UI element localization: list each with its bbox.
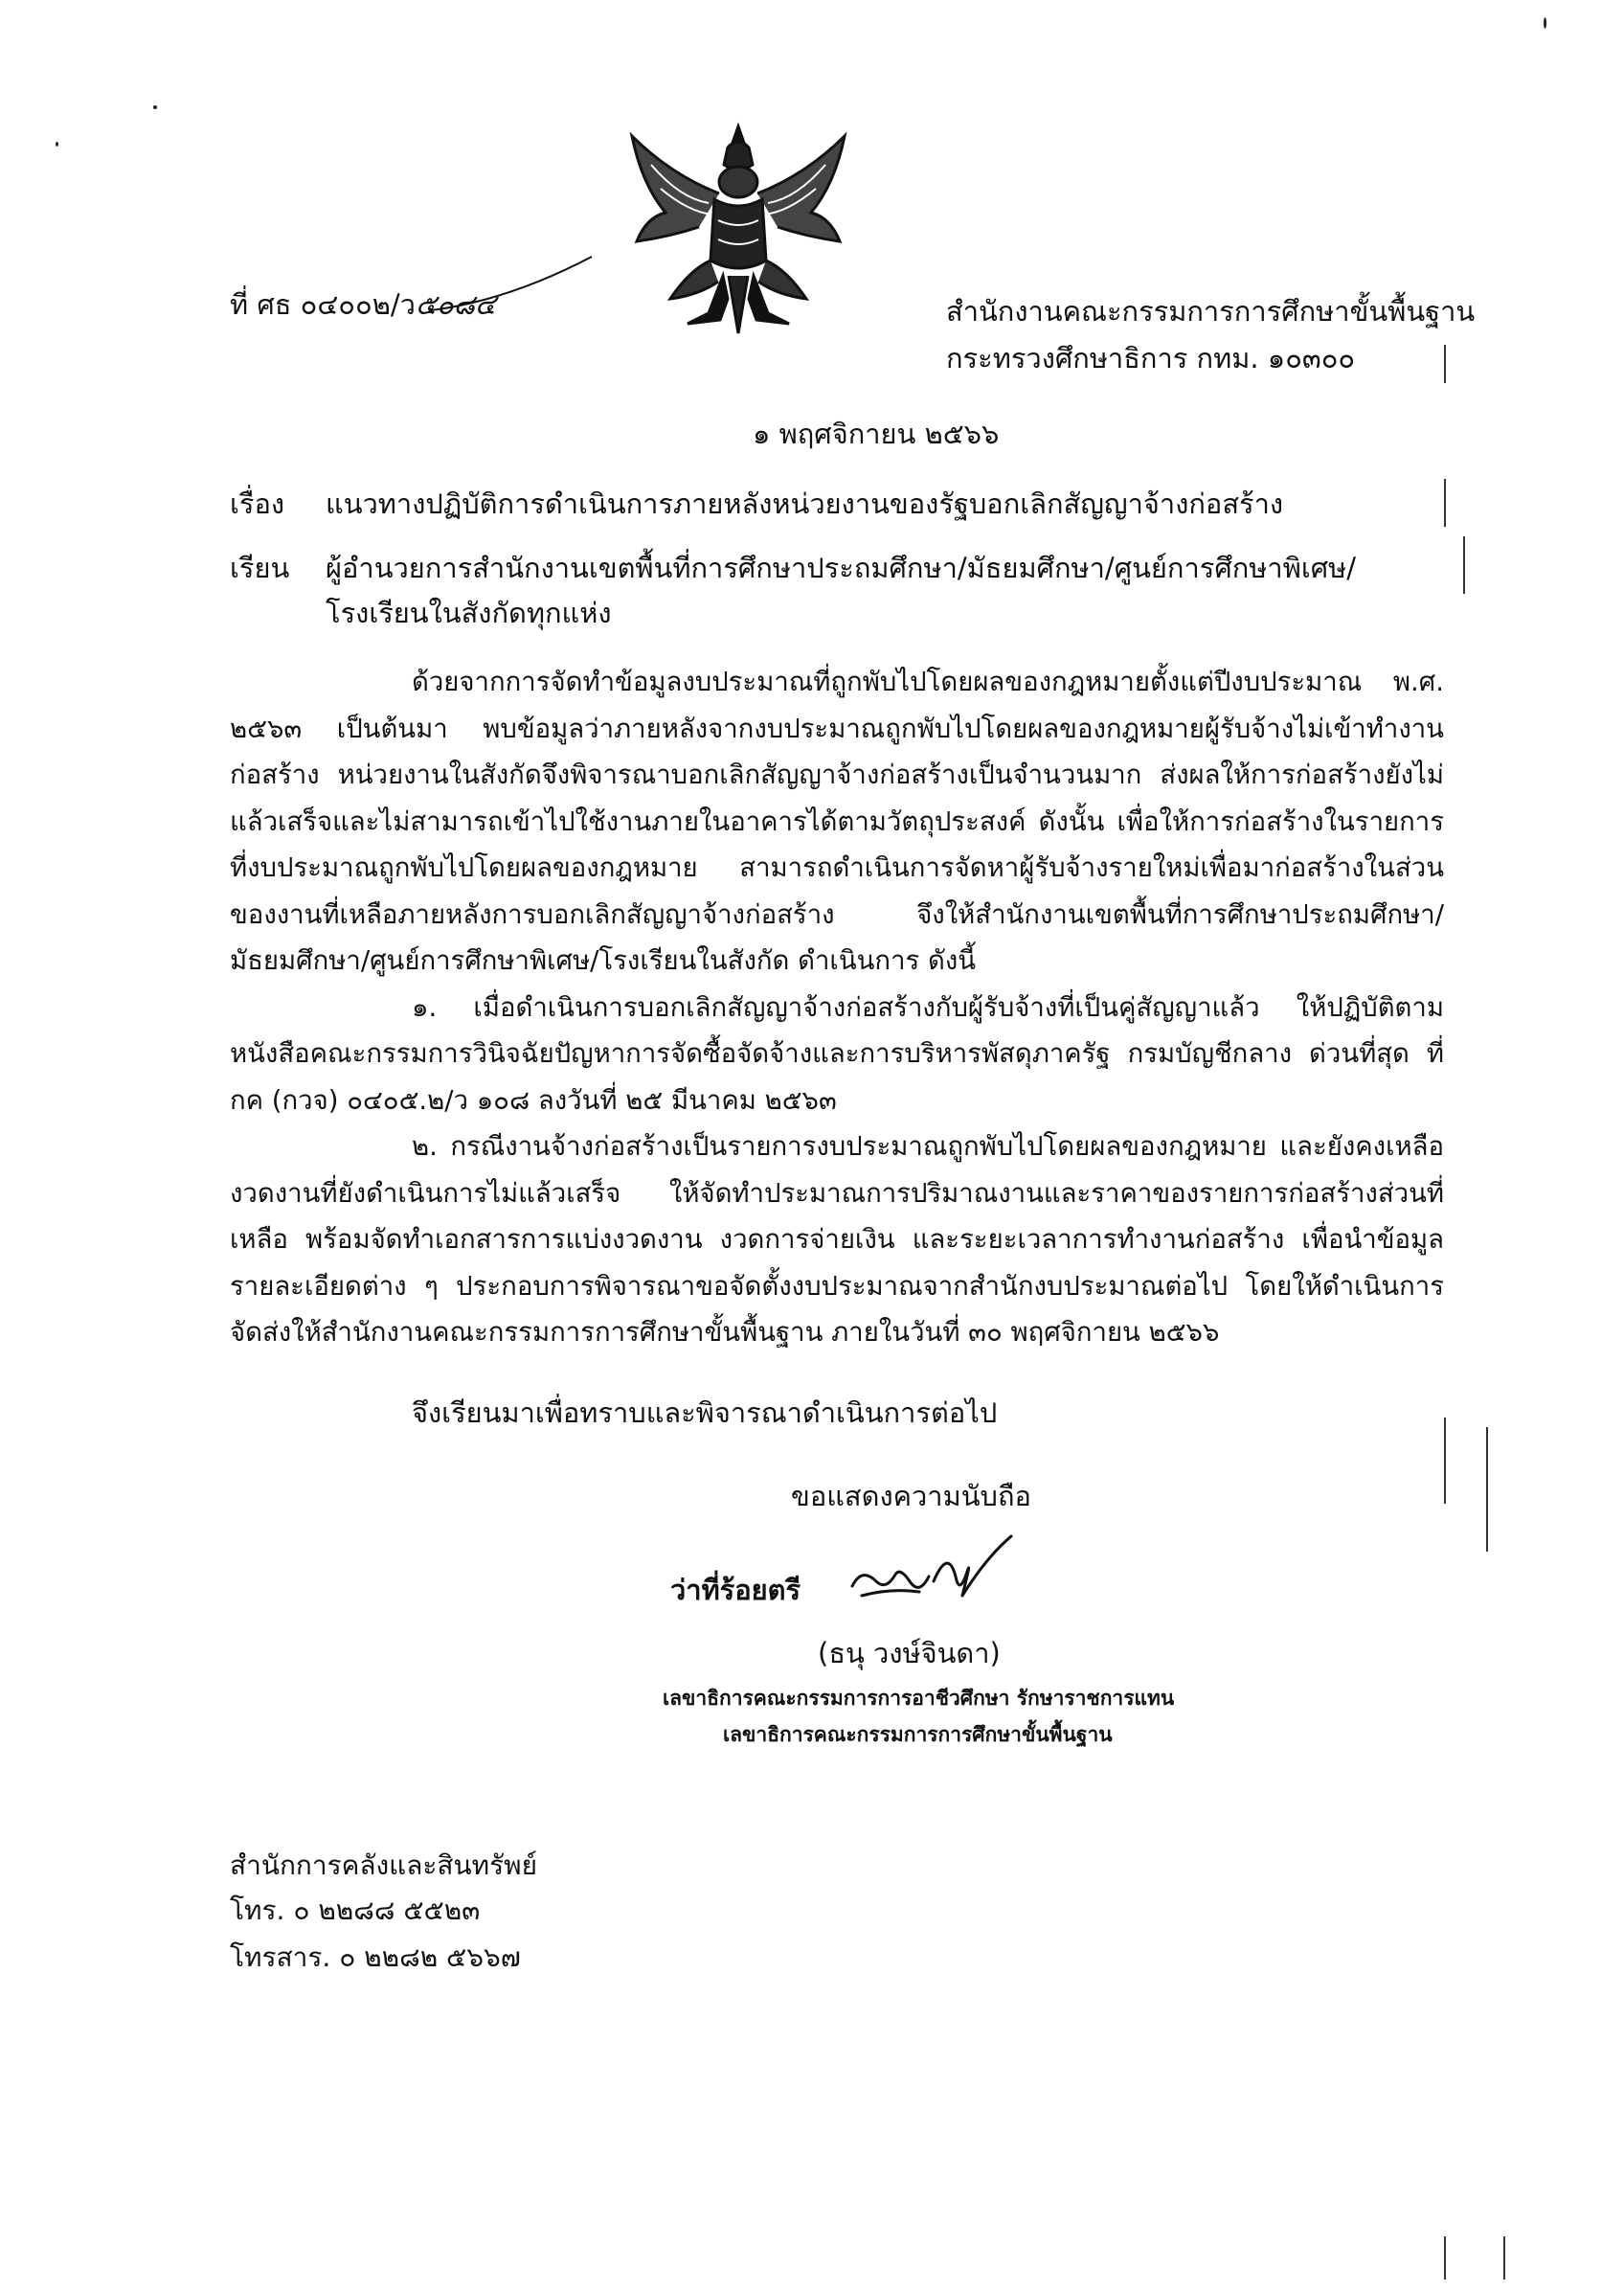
- signer-name: (ธนุ วงษ์จินดา): [818, 1637, 1001, 1669]
- footer-fax: โทรสาร. ๐ ๒๒๘๒ ๕๖๖๗: [230, 1941, 521, 1973]
- body-paragraph-item-1: ๑. เมื่อดำเนินการบอกเลิกสัญญาจ้างก่อสร้างกับผู้รับจ้างที่เป็นคู่สัญญาแล้ว ให้ปฏิบัติตามหนังสือคณะกรรมการวินิจฉัยปัญหาการจัดซื้อจัดจ้างและการบริหารพัสดุภาครัฐ กรมบัญชีกลาง ด่วนที่สุด ที่ กค (กวจ) ๐๔๐๕.๒/ว ๑๐๘ ลงวันที่ ๒๕ มีนาคม ๒๕๖๓: [230, 991, 1444, 1116]
- scan-artifact: [1444, 479, 1446, 527]
- signer-title-2: เลขาธิการคณะกรรมการการศึกษาขั้นพื้นฐาน: [723, 1723, 1113, 1746]
- scan-artifact: [1486, 1427, 1488, 1552]
- reference-number: ที่ ศธ ๐๔๐๐๒/ว๕๐๘๔: [230, 288, 496, 321]
- footer-office: สำนักการคลังและสินทรัพย์: [230, 1849, 538, 1881]
- body-paragraph-intro: ด้วยจากการจัดทำข้อมูลงบประมาณที่ถูกพับไปโดยผลของกฎหมายตั้งแต่ปีงบประมาณ พ.ศ. ๒๕๖๓ เป็นต้นมา พบข้อมูลว่าภายหลังจากงบประมาณถูกพับไปโดยผลของกฎหมายผู้รับจ้างไม่เข้าทำงานก่อสร้าง หน่วยงานในสังกัดจึงพิจารณาบอกเลิกสัญญาจ้างก่อสร้างเป็นจำนวนมาก ส่งผลให้การก่อสร้างยังไม่แล้วเสร็จและไม่สามารถเข้าไปใช้งานภายในอาคารได้ตามวัตถุประสงค์ ดังนั้น เพื่อให้การก่อสร้างในรายการที่งบประมาณถูกพับไปโดยผลของกฎหมาย สามารถดำเนินการจัดหาผู้รับจ้างรายใหม่เพื่อมาก่อสร้างในส่วนของงานที่เหลือภายหลังการบอกเลิกสัญญาจ้างก่อสร้าง จึงให้สำนักงานเขตพื้นที่การศึกษาประถมศึกษา/มัธยมศึกษา/ศูนย์การศึกษาพิเศษ/โรงเรียนในสังกัด ดำเนินการ ดังนี้: [230, 667, 1444, 976]
- scan-artifact: [1503, 2236, 1505, 2280]
- scan-artifact: [56, 142, 58, 147]
- recipient-label: เรียน: [230, 552, 290, 584]
- scan-artifact: [1463, 536, 1465, 594]
- scan-artifact: [153, 105, 157, 109]
- scan-artifact: [1544, 17, 1546, 29]
- recipient-line-2: โรงเรียนในสังกัดทุกแห่ง: [326, 597, 612, 629]
- complimentary-close: ขอแสดงความนับถือ: [791, 1480, 1031, 1512]
- scan-artifact: [1444, 1418, 1446, 1504]
- letter-date: ๑ พฤศจิกายน ๒๕๖๖: [753, 418, 1000, 450]
- agency-address: กระทรวงศึกษาธิการ กทม. ๑๐๓๐๐: [946, 342, 1356, 374]
- garuda-emblem-icon: [613, 107, 864, 347]
- recipient-line-1: ผู้อำนวยการสำนักงานเขตพื้นที่การศึกษาประถมศึกษา/มัธยมศึกษา/ศูนย์การศึกษาพิเศษ/: [326, 552, 1357, 584]
- signature-icon: [843, 1529, 1015, 1615]
- letter-body: [230, 659, 1444, 1356]
- handwritten-ref-number: ๕๐๘๔: [415, 288, 496, 321]
- body-paragraph-item-2: ๒. กรณีงานจ้างก่อสร้างเป็นรายการงบประมาณถูกพับไปโดยผลของกฎหมาย และยังคงเหลืองวดงานที่ยังดำเนินการไม่แล้วเสร็จ ให้จัดทำประมาณการปริมาณงานและราคาของรายการก่อสร้างส่วนที่เหลือ พร้อมจัดทำเอกสารการแบ่งงวดงาน งวดการจ่ายเงิน และระยะเวลาการทำงานก่อสร้าง เพื่อนำข้อมูลรายละเอียดต่าง ๆ ประกอบการพิจารณาขอจัดตั้งงบประมาณจากสำนักงบประมาณต่อไป โดยให้ดำเนินการจัดส่งให้สำนักงานคณะกรรมการการศึกษาขั้นพื้นฐาน ภายในวันที่ ๓๐ พฤศจิกายน ๒๕๖๖: [230, 1131, 1444, 1348]
- subject-text: แนวทางปฏิบัติการดำเนินการภายหลังหน่วยงานของรัฐบอกเลิกสัญญาจ้างก่อสร้าง: [326, 488, 1284, 520]
- signer-rank: ว่าที่ร้อยตรี: [670, 1574, 801, 1606]
- scan-artifact: [1444, 345, 1446, 383]
- footer-phone: โทร. ๐ ๒๒๘๘ ๕๕๒๓: [230, 1894, 481, 1926]
- scan-artifact: [1444, 2236, 1446, 2280]
- closing-sentence: จึงเรียนมาเพื่อทราบและพิจารณาดำเนินการต่อไป: [412, 1396, 998, 1429]
- signer-title-1: เลขาธิการคณะกรรมการการอาชีวศึกษา รักษาราชการแทน: [663, 1687, 1175, 1710]
- agency-name: สำนักงานคณะกรรมการการศึกษาขั้นพื้นฐาน: [946, 295, 1476, 328]
- ref-number-scrawl-icon: [421, 253, 594, 320]
- subject-label: เรื่อง: [230, 488, 285, 520]
